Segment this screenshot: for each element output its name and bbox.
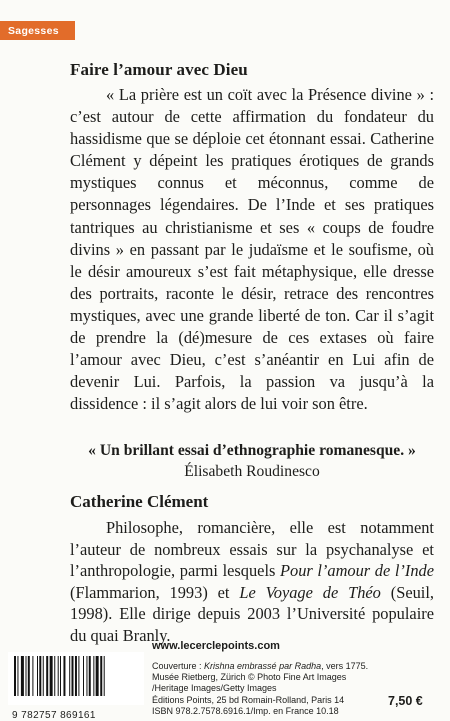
author-bio-intro: Philosophe, romancière, elle est notamment l’auteur de nombreux essais sur la psychanalyse et l’anthropologie, parmi lesquels (70, 518, 434, 581)
review-attribution: Élisabeth Roudinesco (184, 463, 320, 480)
book-title: Faire l’amour avec Dieu (70, 60, 248, 79)
collection-label (0, 21, 75, 40)
barcode-digits: 9 782757 869161 (12, 710, 96, 721)
cover-credits (152, 661, 392, 717)
author-bio-end: (Seuil, 1998). Elle dirige depuis 2003 l’Université populaire du quai Branly. (70, 582, 434, 645)
price: 7,50 € (388, 694, 423, 708)
author-bio-mid: (Flammarion, 1993) et (70, 582, 240, 602)
cover-credit-line-1 (152, 661, 392, 672)
author-name: Catherine Clément (70, 492, 209, 511)
cover-credit-prefix: Couverture : (152, 661, 205, 671)
cover-credit-line-2: Musée Rietberg, Zürich © Photo Fine Art Images (152, 672, 347, 683)
review-quote: « Un brillant essai d’ethnographie romanesque. » (88, 442, 416, 459)
isbn-line: ISBN 978.2.7578.6916.1/Imp. en France 10.18 (152, 705, 339, 716)
cover-credit-title: Krishna embrassé par Radha (204, 661, 322, 671)
book-summary-section (70, 60, 434, 415)
author-bio-book-1: Pour l’amour de l’Inde (279, 561, 434, 581)
barcode-bars (12, 656, 140, 704)
publisher-website[interactable]: www.lecerclepoints.com (152, 640, 280, 652)
cover-credit-suffix: , vers 1775. (321, 661, 369, 671)
author-section (70, 492, 434, 647)
author-bio-book-2: Le Voyage de Théo (239, 582, 381, 602)
cover-credit-line-3: /Heritage Images/Getty Images (152, 683, 277, 694)
collection-label-text: Sagesses (8, 24, 59, 37)
publisher-address: Éditions Points, 25 bd Romain-Rolland, Paris 14 (152, 694, 345, 705)
book-summary: « La prière est un coït avec la Présence divine » : c’est autour de cette affirmation du fondateur du hassidisme que se déploie cet étonnant essai. Catherine Clément y dépeint les pratiques érotiques de grands mystiques connus et méconnus, comme de personnages légendaires. De l’Inde et ses pratiques tantriques au christianisme et ses « coups de foudre divins » en passant par le judaïsme et le soufisme, où le désir amoureux s’est fait métaphysique, elle dresse des portraits, raconte le désir, retrace des rencontres mystiques, avec une grande liberté de ton. Car il s’agit de prendre la (dé)mesure de ces extases où faire l’amour avec Dieu, c’est s’anéantir en Lui afin de devenir Lui. Parfois, la passion va jusqu’à la dissidence : il s’agit alors de lui voir son être. (70, 85, 434, 414)
review-quote-block (70, 440, 434, 482)
barcode (8, 652, 144, 721)
author-bio (70, 517, 434, 647)
back-cover-footer (0, 636, 450, 721)
